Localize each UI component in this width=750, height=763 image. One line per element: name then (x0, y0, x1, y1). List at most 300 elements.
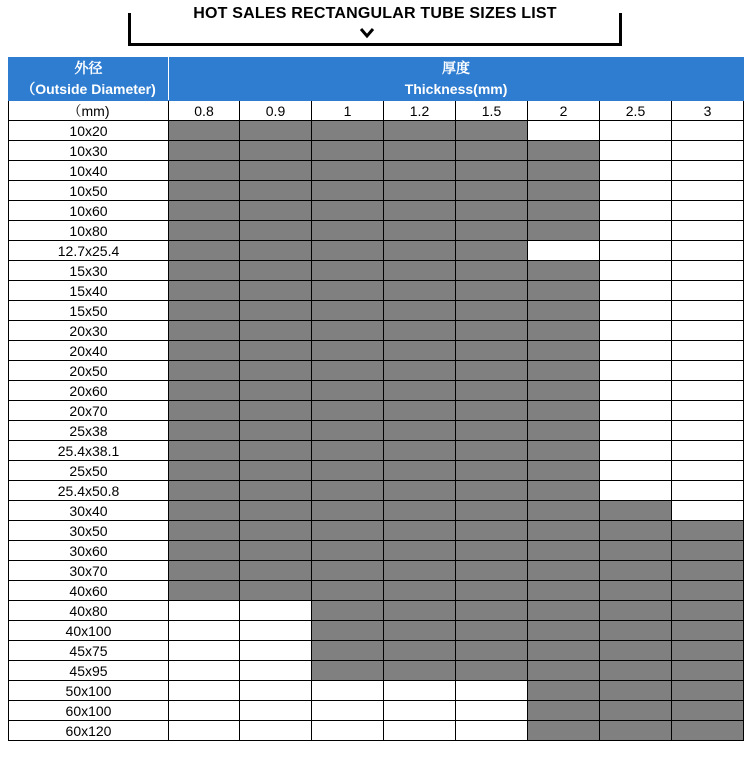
available-cell (384, 401, 456, 421)
available-cell (240, 301, 312, 321)
available-cell (456, 521, 528, 541)
available-cell (384, 561, 456, 581)
unavailable-cell (600, 361, 672, 381)
unavailable-cell (672, 221, 744, 241)
size-label: 15x50 (9, 301, 169, 321)
available-cell (672, 721, 744, 741)
available-cell (528, 381, 600, 401)
available-cell (456, 281, 528, 301)
available-cell (312, 621, 384, 641)
table-row (9, 141, 744, 161)
table-row (9, 241, 744, 261)
available-cell (528, 261, 600, 281)
table-row (9, 421, 744, 441)
available-cell (169, 441, 240, 461)
available-cell (169, 221, 240, 241)
available-cell (384, 161, 456, 181)
available-cell (240, 581, 312, 601)
unavailable-cell (600, 381, 672, 401)
available-cell (169, 241, 240, 261)
unavailable-cell (240, 601, 312, 621)
unavailable-cell (672, 361, 744, 381)
table-row (9, 621, 744, 641)
available-cell (240, 461, 312, 481)
available-cell (169, 541, 240, 561)
available-cell (528, 361, 600, 381)
available-cell (528, 421, 600, 441)
available-cell (384, 141, 456, 161)
available-cell (456, 301, 528, 321)
chevron-down-icon (358, 27, 376, 39)
size-label: 20x40 (9, 341, 169, 361)
available-cell (312, 301, 384, 321)
available-cell (384, 281, 456, 301)
available-cell (384, 501, 456, 521)
unavailable-cell (169, 721, 240, 741)
unavailable-cell (600, 341, 672, 361)
thickness-en: Thickness(mm) (404, 81, 508, 97)
unavailable-cell (312, 701, 384, 721)
available-cell (384, 221, 456, 241)
unavailable-cell (672, 241, 744, 261)
available-cell (312, 321, 384, 341)
available-cell (672, 641, 744, 661)
available-cell (240, 361, 312, 381)
available-cell (456, 621, 528, 641)
unavailable-cell (169, 641, 240, 661)
available-cell (456, 561, 528, 581)
available-cell (312, 361, 384, 381)
available-cell (384, 461, 456, 481)
available-cell (456, 641, 528, 661)
table-row (9, 721, 744, 741)
table-row (9, 701, 744, 721)
available-cell (456, 501, 528, 521)
available-cell (312, 561, 384, 581)
available-cell (528, 601, 600, 621)
table-row (9, 261, 744, 281)
available-cell (600, 541, 672, 561)
available-cell (528, 441, 600, 461)
size-label: 10x60 (9, 201, 169, 221)
unavailable-cell (456, 701, 528, 721)
size-label: 10x30 (9, 141, 169, 161)
table-row (9, 401, 744, 421)
available-cell (240, 281, 312, 301)
table-row (9, 501, 744, 521)
table-row (9, 121, 744, 141)
size-label: 10x40 (9, 161, 169, 181)
unavailable-cell (672, 201, 744, 221)
thickness-cn: 厚度 (442, 60, 471, 76)
size-label: 40x60 (9, 581, 169, 601)
available-cell (240, 381, 312, 401)
unavailable-cell (528, 241, 600, 261)
size-label: 60x100 (9, 701, 169, 721)
size-label: 45x75 (9, 641, 169, 661)
available-cell (600, 681, 672, 701)
unavailable-cell (672, 501, 744, 521)
unavailable-cell (600, 481, 672, 501)
size-label: 20x60 (9, 381, 169, 401)
thickness-col-header: 0.8 (169, 101, 240, 121)
unavailable-cell (240, 621, 312, 641)
available-cell (384, 481, 456, 501)
available-cell (456, 421, 528, 441)
available-cell (240, 341, 312, 361)
table-row (9, 661, 744, 681)
available-cell (169, 461, 240, 481)
available-cell (600, 561, 672, 581)
available-cell (528, 681, 600, 701)
unavailable-cell (456, 681, 528, 701)
available-cell (312, 381, 384, 401)
available-cell (312, 461, 384, 481)
available-cell (384, 121, 456, 141)
table-row (9, 641, 744, 661)
available-cell (384, 301, 456, 321)
available-cell (384, 521, 456, 541)
available-cell (240, 321, 312, 341)
table-row (9, 361, 744, 381)
header-row (9, 58, 744, 101)
available-cell (240, 241, 312, 261)
available-cell (240, 441, 312, 461)
available-cell (312, 661, 384, 681)
available-cell (600, 661, 672, 681)
outside-diameter-cn: 外径 (74, 60, 103, 76)
size-label: 20x70 (9, 401, 169, 421)
available-cell (312, 221, 384, 241)
size-label: 30x40 (9, 501, 169, 521)
outside-diameter-header (9, 58, 169, 101)
available-cell (384, 341, 456, 361)
unavailable-cell (672, 481, 744, 501)
size-label: 12.7x25.4 (9, 241, 169, 261)
available-cell (528, 641, 600, 661)
unavailable-cell (672, 341, 744, 361)
available-cell (672, 621, 744, 641)
unavailable-cell (672, 161, 744, 181)
available-cell (384, 441, 456, 461)
unavailable-cell (672, 421, 744, 441)
table-row (9, 521, 744, 541)
available-cell (528, 321, 600, 341)
size-label: 25x38 (9, 421, 169, 441)
unavailable-cell (456, 721, 528, 741)
available-cell (169, 281, 240, 301)
available-cell (240, 421, 312, 441)
unavailable-cell (169, 601, 240, 621)
unavailable-cell (240, 661, 312, 681)
available-cell (600, 721, 672, 741)
thickness-col-header: 2 (528, 101, 600, 121)
available-cell (169, 161, 240, 181)
available-cell (456, 161, 528, 181)
available-cell (528, 561, 600, 581)
size-label: 15x40 (9, 281, 169, 301)
title-label: HOT SALES RECTANGULAR TUBE SIZES LIST (189, 5, 561, 22)
available-cell (600, 641, 672, 661)
unavailable-cell (600, 401, 672, 421)
available-cell (384, 621, 456, 641)
available-cell (169, 141, 240, 161)
available-cell (169, 561, 240, 581)
available-cell (672, 681, 744, 701)
table-row (9, 341, 744, 361)
available-cell (240, 261, 312, 281)
available-cell (240, 401, 312, 421)
available-cell (456, 241, 528, 261)
available-cell (312, 341, 384, 361)
available-cell (169, 421, 240, 441)
unavailable-cell (600, 141, 672, 161)
available-cell (312, 121, 384, 141)
table-row (9, 321, 744, 341)
table-row (9, 581, 744, 601)
available-cell (672, 581, 744, 601)
table-row (9, 381, 744, 401)
table-row (9, 461, 744, 481)
available-cell (456, 381, 528, 401)
available-cell (528, 141, 600, 161)
table-row (9, 221, 744, 241)
unavailable-cell (600, 421, 672, 441)
available-cell (456, 221, 528, 241)
thickness-values-row (9, 101, 744, 121)
size-label: 20x30 (9, 321, 169, 341)
available-cell (528, 301, 600, 321)
available-cell (384, 641, 456, 661)
unavailable-cell (672, 381, 744, 401)
available-cell (456, 121, 528, 141)
outside-diameter-en: （Outside Diameter) (21, 81, 156, 97)
available-cell (528, 181, 600, 201)
size-label: 60x120 (9, 721, 169, 741)
available-cell (456, 341, 528, 361)
available-cell (169, 401, 240, 421)
available-cell (312, 541, 384, 561)
available-cell (456, 181, 528, 201)
unavailable-cell (672, 461, 744, 481)
available-cell (240, 121, 312, 141)
available-cell (456, 441, 528, 461)
table-row (9, 181, 744, 201)
available-cell (312, 521, 384, 541)
unavailable-cell (600, 241, 672, 261)
unavailable-cell (600, 461, 672, 481)
unavailable-cell (240, 681, 312, 701)
available-cell (169, 261, 240, 281)
available-cell (456, 661, 528, 681)
available-cell (384, 361, 456, 381)
available-cell (456, 321, 528, 341)
available-cell (240, 541, 312, 561)
available-cell (672, 541, 744, 561)
unavailable-cell (169, 701, 240, 721)
table-row (9, 541, 744, 561)
available-cell (384, 581, 456, 601)
available-cell (384, 321, 456, 341)
table-row (9, 301, 744, 321)
available-cell (456, 541, 528, 561)
available-cell (528, 281, 600, 301)
available-cell (169, 381, 240, 401)
available-cell (672, 561, 744, 581)
table-row (9, 481, 744, 501)
available-cell (528, 201, 600, 221)
size-label: 20x50 (9, 361, 169, 381)
available-cell (528, 461, 600, 481)
available-cell (456, 401, 528, 421)
available-cell (312, 601, 384, 621)
available-cell (384, 261, 456, 281)
available-cell (672, 661, 744, 681)
table-row (9, 601, 744, 621)
unavailable-cell (169, 621, 240, 641)
available-cell (528, 501, 600, 521)
available-cell (169, 521, 240, 541)
available-cell (456, 141, 528, 161)
available-cell (384, 541, 456, 561)
unavailable-cell (672, 301, 744, 321)
size-label: 10x50 (9, 181, 169, 201)
unavailable-cell (240, 721, 312, 741)
unavailable-cell (672, 141, 744, 161)
thickness-col-header: 1 (312, 101, 384, 121)
available-cell (528, 341, 600, 361)
thickness-col-header: 0.9 (240, 101, 312, 121)
unavailable-cell (672, 321, 744, 341)
unavailable-cell (169, 661, 240, 681)
available-cell (240, 181, 312, 201)
available-cell (528, 401, 600, 421)
size-label: 30x70 (9, 561, 169, 581)
available-cell (528, 481, 600, 501)
available-cell (169, 181, 240, 201)
available-cell (384, 181, 456, 201)
unavailable-cell (240, 641, 312, 661)
available-cell (312, 581, 384, 601)
unavailable-cell (600, 301, 672, 321)
available-cell (600, 501, 672, 521)
unavailable-cell (600, 201, 672, 221)
size-label: 25x50 (9, 461, 169, 481)
available-cell (456, 361, 528, 381)
unavailable-cell (672, 261, 744, 281)
available-cell (528, 161, 600, 181)
unavailable-cell (672, 121, 744, 141)
unavailable-cell (384, 701, 456, 721)
page-title (0, 5, 750, 23)
available-cell (169, 301, 240, 321)
available-cell (169, 361, 240, 381)
unavailable-cell (600, 321, 672, 341)
available-cell (240, 221, 312, 241)
size-label: 15x30 (9, 261, 169, 281)
available-cell (312, 421, 384, 441)
size-label: 40x80 (9, 601, 169, 621)
unavailable-cell (600, 221, 672, 241)
available-cell (456, 461, 528, 481)
table-row (9, 201, 744, 221)
available-cell (169, 341, 240, 361)
unavailable-cell (600, 181, 672, 201)
available-cell (169, 581, 240, 601)
available-cell (600, 601, 672, 621)
available-cell (312, 141, 384, 161)
size-label: 30x50 (9, 521, 169, 541)
available-cell (312, 201, 384, 221)
available-cell (169, 321, 240, 341)
unavailable-cell (672, 281, 744, 301)
available-cell (312, 401, 384, 421)
available-cell (528, 621, 600, 641)
available-cell (312, 181, 384, 201)
size-label: 10x80 (9, 221, 169, 241)
unavailable-cell (240, 701, 312, 721)
unavailable-cell (600, 441, 672, 461)
available-cell (456, 481, 528, 501)
unavailable-cell (384, 721, 456, 741)
available-cell (528, 221, 600, 241)
table-row (9, 681, 744, 701)
available-cell (312, 241, 384, 261)
available-cell (240, 141, 312, 161)
available-cell (312, 641, 384, 661)
available-cell (169, 481, 240, 501)
size-label: 40x100 (9, 621, 169, 641)
available-cell (672, 701, 744, 721)
size-label: 30x60 (9, 541, 169, 561)
unavailable-cell (600, 281, 672, 301)
available-cell (169, 121, 240, 141)
available-cell (600, 621, 672, 641)
unavailable-cell (312, 721, 384, 741)
available-cell (600, 521, 672, 541)
available-cell (600, 701, 672, 721)
thickness-col-header: 2.5 (600, 101, 672, 121)
available-cell (528, 661, 600, 681)
available-cell (312, 481, 384, 501)
unit-label: （mm) (9, 101, 169, 121)
available-cell (240, 501, 312, 521)
available-cell (240, 481, 312, 501)
available-cell (312, 261, 384, 281)
unavailable-cell (672, 401, 744, 421)
unavailable-cell (600, 161, 672, 181)
available-cell (528, 721, 600, 741)
available-cell (672, 521, 744, 541)
available-cell (384, 661, 456, 681)
available-cell (456, 261, 528, 281)
available-cell (240, 521, 312, 541)
available-cell (312, 501, 384, 521)
table-row (9, 441, 744, 461)
thickness-col-header: 3 (672, 101, 744, 121)
size-label: 25.4x50.8 (9, 481, 169, 501)
available-cell (384, 201, 456, 221)
available-cell (384, 601, 456, 621)
unavailable-cell (528, 121, 600, 141)
available-cell (456, 601, 528, 621)
available-cell (456, 201, 528, 221)
size-label: 10x20 (9, 121, 169, 141)
available-cell (528, 701, 600, 721)
unavailable-cell (384, 681, 456, 701)
available-cell (312, 441, 384, 461)
unavailable-cell (672, 441, 744, 461)
